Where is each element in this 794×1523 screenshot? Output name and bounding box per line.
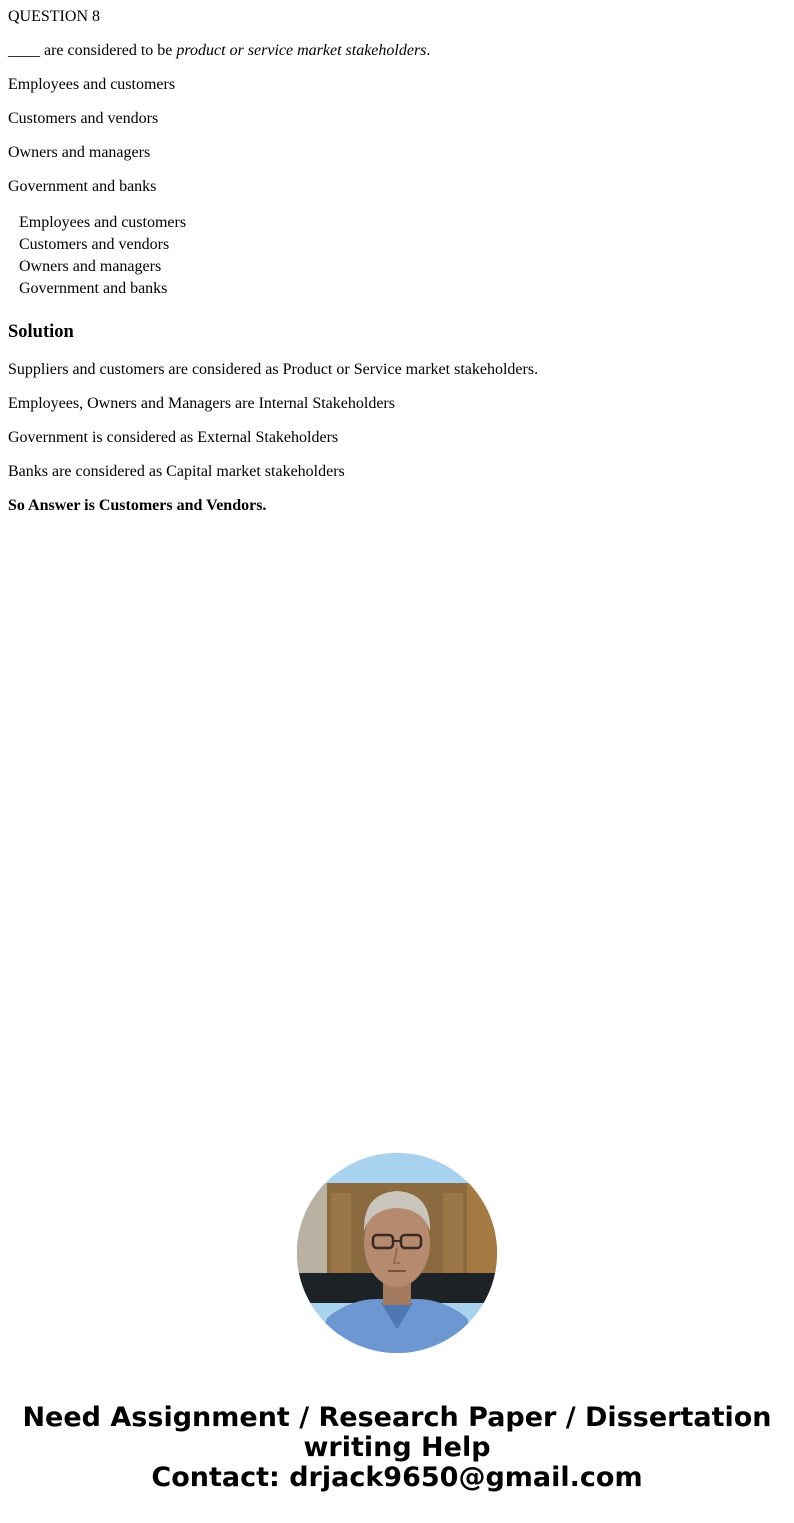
promo-line: writing Help: [303, 1432, 491, 1463]
promo-contact: Contact: drjack9650@gmail.com: [151, 1462, 643, 1493]
question-prompt: [8, 42, 430, 60]
promo-banner: [0, 1403, 794, 1493]
choice-item[interactable]: Employees and customers: [19, 214, 187, 231]
choice-list: [19, 214, 186, 302]
solution-heading: Solution: [8, 322, 74, 342]
option-paragraph: Employees and customers: [8, 76, 176, 93]
choice-item[interactable]: Government and banks: [19, 280, 168, 297]
option-paragraph: Owners and managers: [8, 144, 151, 161]
solution-line: Government is considered as External Stakeholders: [8, 429, 339, 446]
solution-line: Suppliers and customers are considered as Product or Service market stakeholders.: [8, 361, 539, 378]
option-paragraph: Government and banks: [8, 178, 157, 195]
prompt-end: .: [426, 42, 431, 59]
promo-line: Need Assignment / Research Paper / Dissertation: [22, 1402, 772, 1433]
question-title: QUESTION 8: [8, 8, 100, 25]
prompt-blank: ____: [8, 42, 40, 59]
choice-item[interactable]: Owners and managers: [19, 258, 162, 275]
choice-item[interactable]: Customers and vendors: [19, 236, 170, 253]
solution-line: Banks are considered as Capital market stakeholders: [8, 463, 345, 480]
option-paragraph: Customers and vendors: [8, 110, 159, 127]
solution-line: Employees, Owners and Managers are Internal Stakeholders: [8, 395, 395, 412]
prompt-text: are considered to be: [40, 42, 177, 59]
author-avatar: [297, 1153, 497, 1353]
prompt-italic-term: product or service market stakeholders: [176, 42, 427, 59]
solution-answer: So Answer is Customers and Vendors.: [8, 497, 267, 514]
